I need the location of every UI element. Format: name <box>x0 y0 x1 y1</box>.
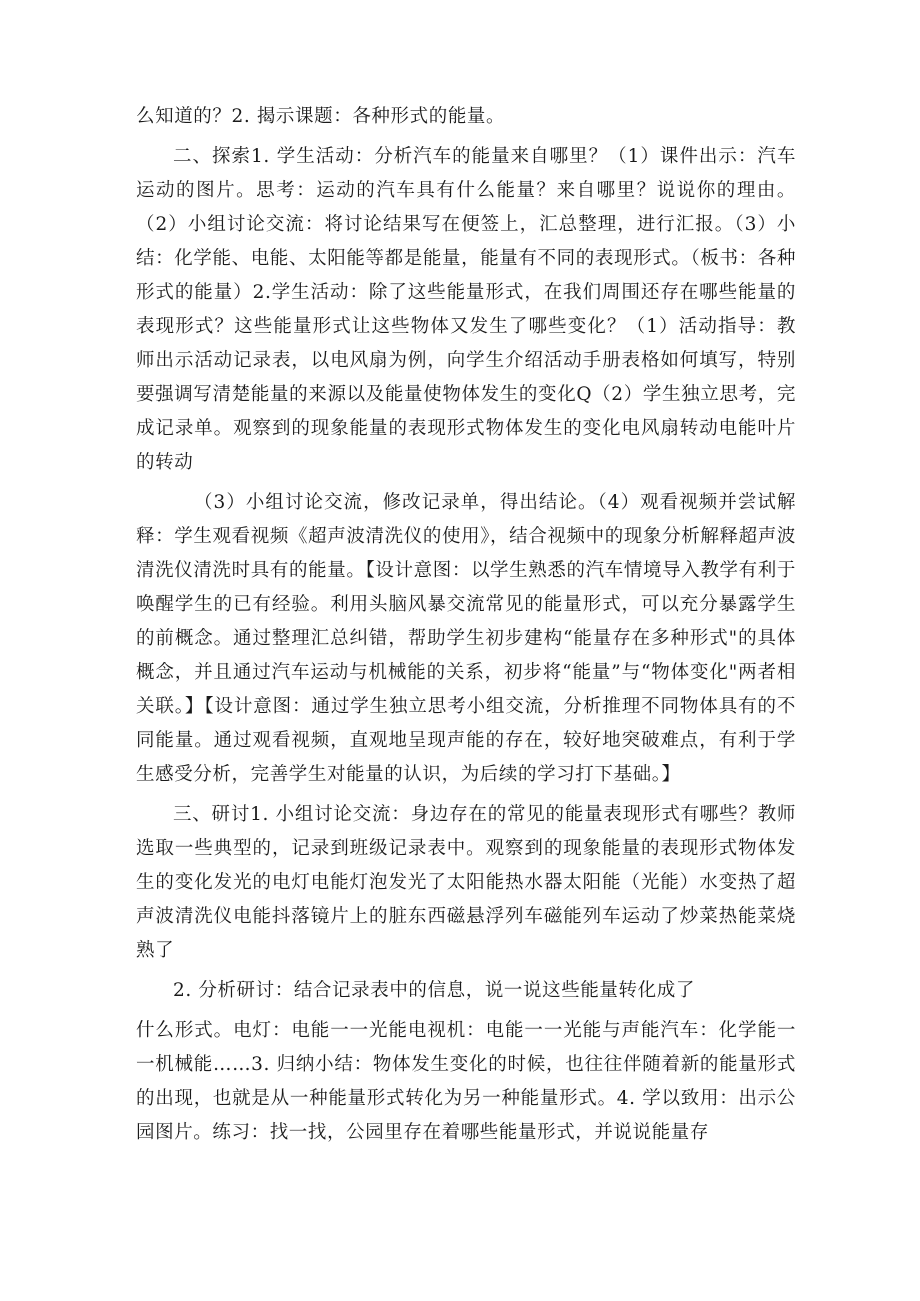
paragraph-discussion-design-intent: （3）小组讨论交流，修改记录单，得出结论。（4）观看视频并尝试解释：学生观看视频《超声波清洗仪的使用》，结合视频中的现象分析解释超声波清洗仪清洗时具有的能量。【设计意图：以学生熟悉的汽车情境导入教学有利于唤醒学生的已有经验。利用头脑风暴交流常见的能量形式，可以充分暴露学生的前概念。通过整理汇总纠错，帮助学生初步建构“能量存在多种形式"的具体概念，并且通过汽车运动与机械能的关系，初步将“能量”与“物体变化"两者相关联。】【设计意图：通过学生独立思考小组交流，分析推理不同物体具有的不同能量。通过观看视频，直观地呈现声能的存在，较好地突破难点，有利于学生感受分析，完善学生对能量的认识，为后续的学习打下基础。】 <box>136 492 796 785</box>
paragraph-explore: 二、探索1. 学生活动：分析汽车的能量来自哪里？（1）课件出示：汽车运动的图片。思考：运动的汽车具有什么能量？来自哪里？说说你的理由。（2）小组讨论交流：将讨论结果写在便签上，汇总整理，进行汇报。（3）小结：化学能、电能、太阳能等都是能量，能量有不同的表现形式。（板书：各种形式的能量）2.学生活动：除了这些能量形式，在我们周围还存在哪些能量的表现形式？这些能量形式让这些物体又发生了哪些变化？（1）活动指导：教师出示活动记录表，以电风扇为例，向学生介绍活动手册表格如何填写，特别要强调写清楚能量的来源以及能量使物体发生的变化Q（2）学生独立思考，完成记录单。观察到的现象能量的表现形式物体发生的变化电风扇转动电能叶片的转动 <box>136 146 796 473</box>
paragraph-continuation: 么知道的？2. 揭示课题：各种形式的能量。 <box>136 106 506 127</box>
paragraph-summary: 什么形式。电灯：电能一一光能电视机：电能一一光能与声能汽车：化学能一一机械能……3. 归纳小结：物体发生变化的时候，也往往伴随着新的能量形式的出现，也就是从一种能量形式转化为另一种能量形式。4. 学以致用：出示公园图片。练习：找一找，公园里存在着哪些能量形式，并说说能量存 <box>136 1020 796 1143</box>
document-page <box>136 100 796 1156</box>
paragraph-analysis: 2. 分析研讨：结合记录表中的信息，说一说这些能量转化成了 <box>173 980 695 1001</box>
paragraph-research: 三、研讨1. 小组讨论交流：身边存在的常见的能量表现形式有哪些？教师选取一些典型的，记录到班级记录表中。观察到的现象能量的表现形式物体发生的变化发光的电灯电能灯泡发光了太阳能热水器太阳能（光能）水变热了超声波清洗仪电能抖落镜片上的脏东西磁悬浮列车磁能列车运动了炒菜热能菜烧熟了 <box>136 804 796 961</box>
